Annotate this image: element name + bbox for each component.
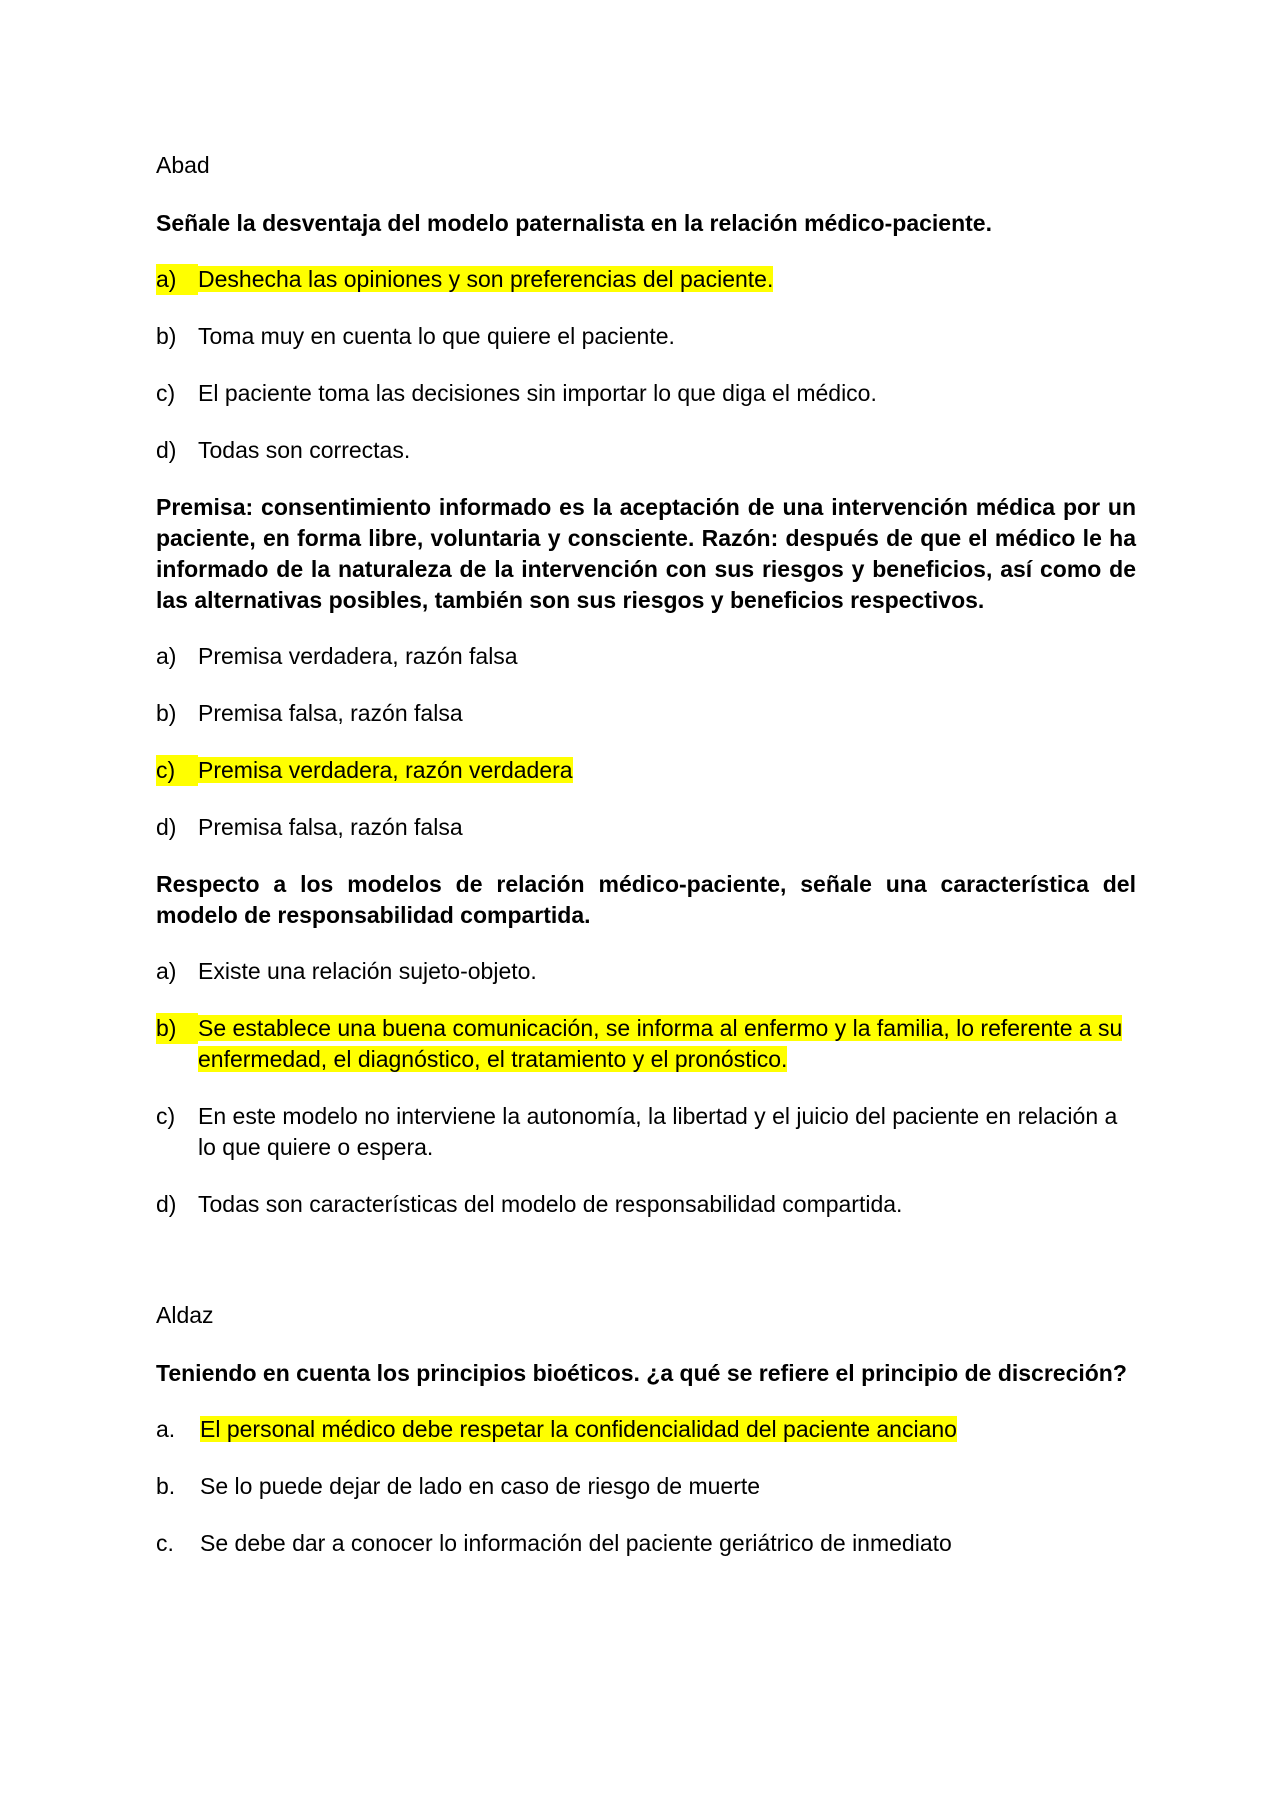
- answer-option: [156, 1414, 1136, 1445]
- option-text: El paciente toma las decisiones sin importar lo que diga el médico.: [198, 380, 877, 406]
- option-text: Premisa falsa, razón falsa: [198, 700, 463, 726]
- answer-option: [156, 264, 1136, 295]
- author-name: Abad: [156, 152, 210, 178]
- option-text: Premisa falsa, razón falsa: [198, 814, 463, 840]
- answer-option: [156, 641, 1136, 672]
- option-text-highlighted: Se establece una buena comunicación, se informa al enfermo y la familia, lo referente a su enfermedad, el diagnóstico, el tratamiento y el pronóstico.: [198, 1015, 1123, 1072]
- section-aldaz: [156, 1300, 1136, 1559]
- option-text: Se lo puede dejar de lado en caso de riesgo de muerte: [200, 1473, 761, 1499]
- answer-option: [156, 435, 1136, 466]
- option-text-highlighted: Deshecha las opiniones y son preferencias del paciente.: [198, 266, 774, 292]
- option-letter: a): [156, 264, 198, 295]
- option-letter: c): [156, 380, 176, 406]
- answer-option: [156, 956, 1136, 987]
- answer-option: [156, 378, 1136, 409]
- option-text-highlighted: El personal médico debe respetar la confidencialidad del paciente anciano: [200, 1416, 957, 1442]
- answer-option: [156, 1528, 1136, 1559]
- answer-option: [156, 812, 1136, 843]
- option-letter: d): [156, 437, 177, 463]
- answer-option: [156, 698, 1136, 729]
- option-letter: c.: [156, 1530, 174, 1556]
- option-letter: c): [156, 755, 198, 786]
- option-letter: b): [156, 700, 177, 726]
- option-text: En este modelo no interviene la autonomía, la libertad y el juicio del paciente en relación a lo que quiere o espera.: [198, 1103, 1118, 1160]
- option-letter: a): [156, 643, 177, 669]
- answer-option: [156, 1471, 1136, 1502]
- question-text: Respecto a los modelos de relación médico-paciente, señale una característica del modelo de responsabilidad compartida.: [156, 871, 1136, 928]
- answer-option: [156, 1189, 1136, 1220]
- option-text: Se debe dar a conocer lo información del paciente geriátrico de inmediato: [200, 1530, 952, 1556]
- option-text: Todas son correctas.: [198, 437, 411, 463]
- option-text: Premisa verdadera, razón falsa: [198, 643, 518, 669]
- option-letter: d): [156, 1191, 177, 1217]
- answer-option: [156, 1101, 1136, 1163]
- question-text: Teniendo en cuenta los principios bioéticos. ¿a qué se refiere el principio de discreción?: [156, 1360, 1127, 1386]
- answer-option: [156, 321, 1136, 352]
- section-spacer: [156, 1246, 1136, 1300]
- document-page: [156, 150, 1136, 1585]
- option-text: Toma muy en cuenta lo que quiere el paciente.: [198, 323, 675, 349]
- option-letter: b.: [156, 1473, 176, 1499]
- question-text: Señale la desventaja del modelo paternalista en la relación médico-paciente.: [156, 210, 992, 236]
- answer-option: [156, 755, 1136, 786]
- option-text: Todas son características del modelo de responsabilidad compartida.: [198, 1191, 903, 1217]
- author-name: Aldaz: [156, 1302, 214, 1328]
- option-letter: b): [156, 323, 177, 349]
- option-text-highlighted: Premisa verdadera, razón verdadera: [198, 757, 573, 783]
- answer-option: [156, 1013, 1136, 1075]
- option-letter: b): [156, 1013, 198, 1044]
- option-letter: c): [156, 1103, 176, 1129]
- option-letter: a): [156, 958, 177, 984]
- option-letter: d): [156, 814, 177, 840]
- option-text: Existe una relación sujeto-objeto.: [198, 958, 537, 984]
- option-letter: a.: [156, 1416, 176, 1442]
- section-abad: [156, 150, 1136, 1220]
- question-text: Premisa: consentimiento informado es la aceptación de una intervención médica por un paciente, en forma libre, voluntaria y consciente. Razón: después de que el médico le ha informado de la naturaleza de la intervención con sus riesgos y beneficios, así como de las alternativas posibles, también son sus riesgos y beneficios respectivos.: [156, 494, 1136, 613]
